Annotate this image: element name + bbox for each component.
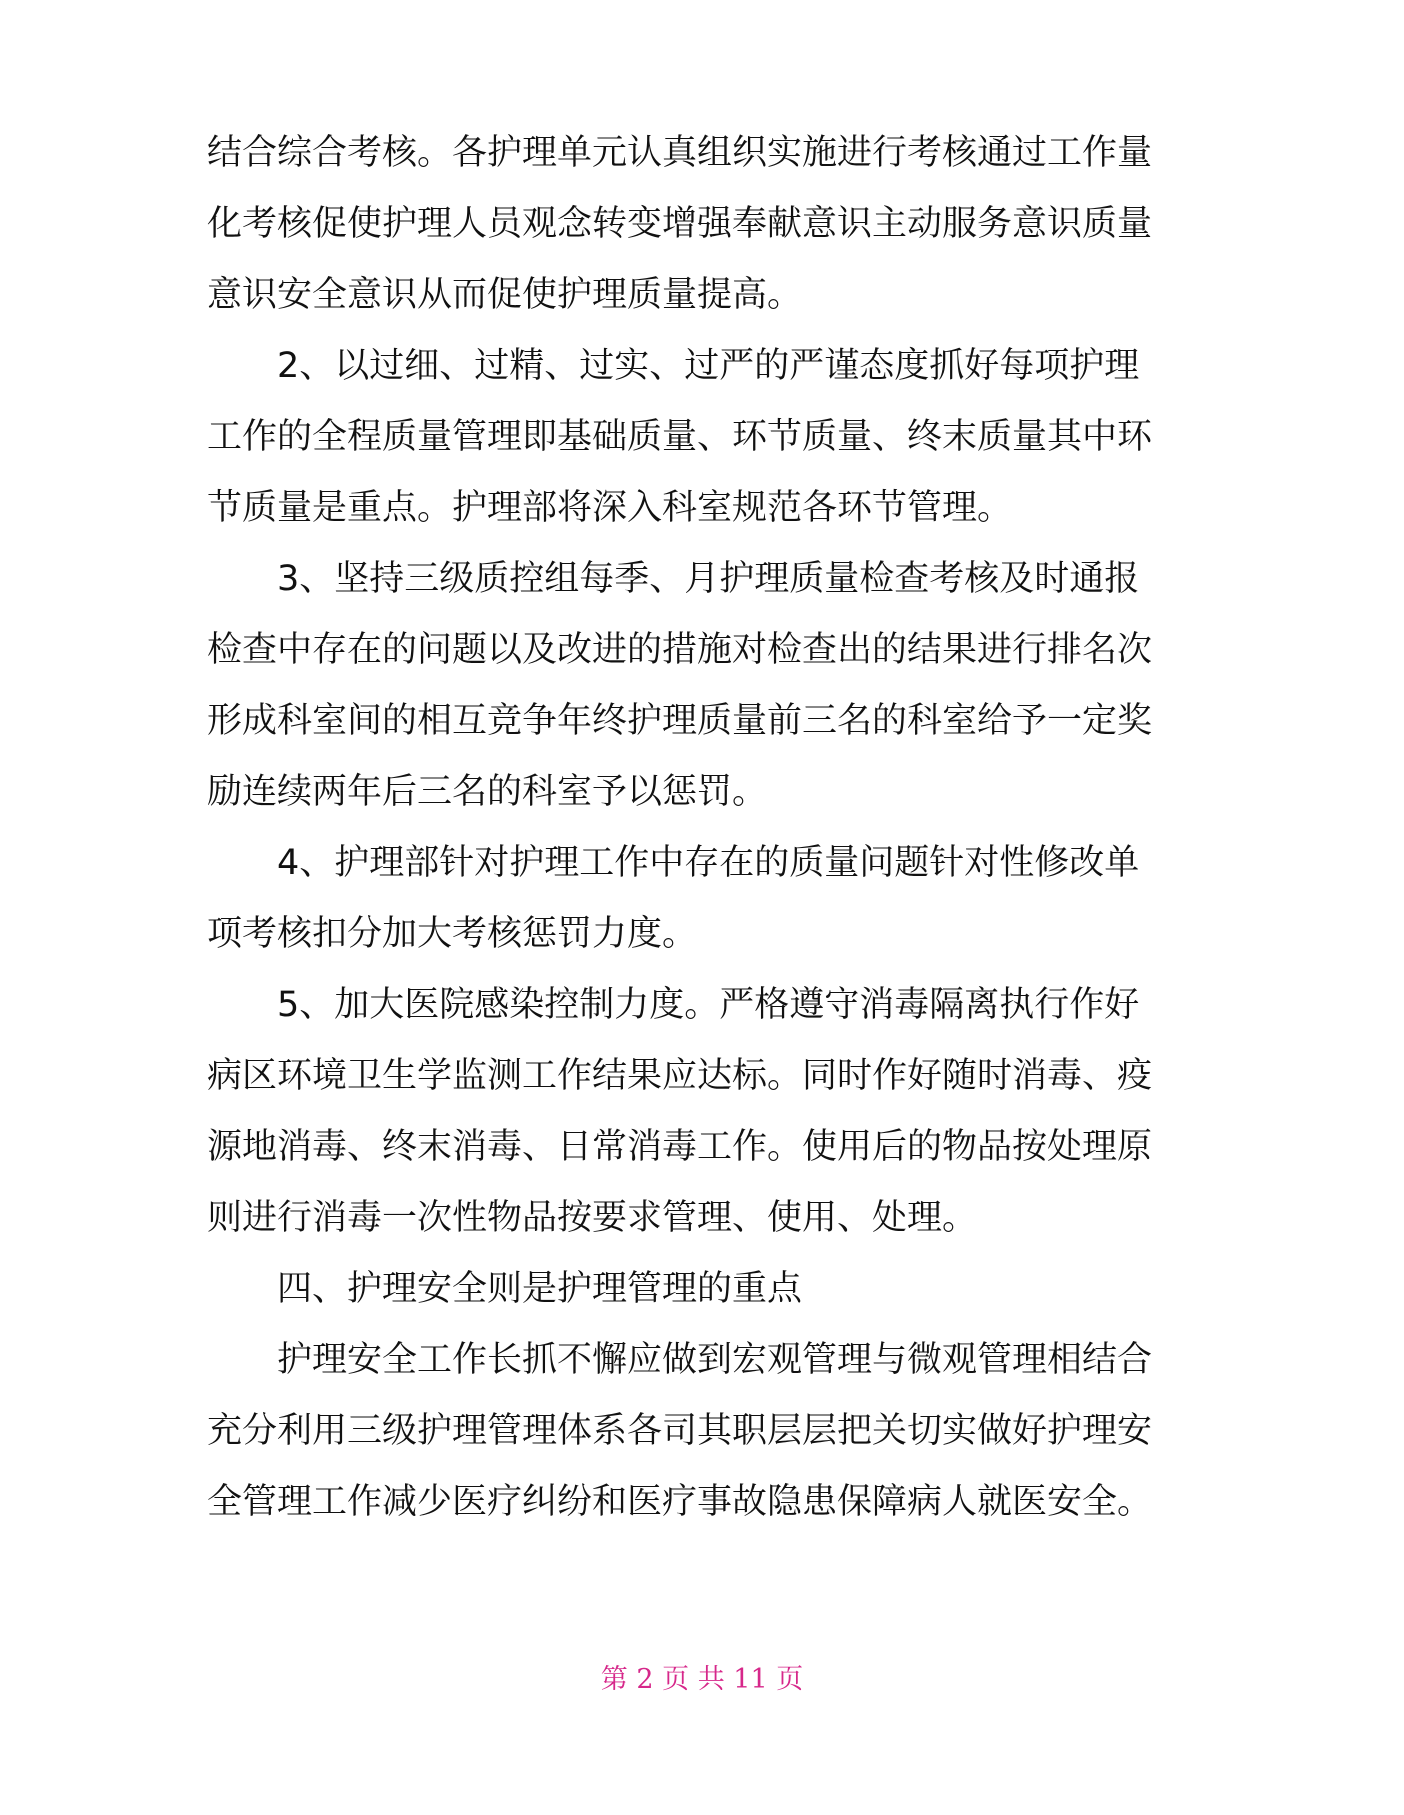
text-line: 3、坚持三级质控组每季、月护理质量检查考核及时通报	[277, 559, 1140, 599]
text-line: 励连续两年后三名的科室予以惩罚。	[207, 772, 768, 812]
text-line: 护理安全工作长抓不懈应做到宏观管理与微观管理相结合	[277, 1340, 1153, 1380]
text-line: 形成科室间的相互竞争年终护理质量前三名的科室给予一定奖	[207, 701, 1153, 741]
document-body	[207, 118, 1197, 1538]
text-line: 节质量是重点。护理部将深入科室规范各环节管理。	[207, 488, 1013, 528]
text-line: 病区环境卫生学监测工作结果应达标。同时作好随时消毒、疫	[207, 1056, 1153, 1096]
text-line: 工作的全程质量管理即基础质量、环节质量、终末质量其中环	[207, 417, 1153, 457]
text-line: 2、以过细、过精、过实、过严的严谨态度抓好每项护理	[277, 346, 1140, 386]
text-line: 4、护理部针对护理工作中存在的质量问题针对性修改单	[277, 843, 1140, 883]
text-line: 化考核促使护理人员观念转变增强奉献意识主动服务意识质量	[207, 204, 1153, 244]
text-line: 则进行消毒一次性物品按要求管理、使用、处理。	[207, 1198, 978, 1238]
text-line: 项考核扣分加大考核惩罚力度。	[207, 914, 698, 954]
text-line: 源地消毒、终末消毒、日常消毒工作。使用后的物品按处理原	[207, 1127, 1153, 1167]
text-line: 检查中存在的问题以及改进的措施对检查出的结果进行排名次	[207, 630, 1153, 670]
text-line: 意识安全意识从而促使护理质量提高。	[207, 275, 803, 315]
text-line: 全管理工作减少医疗纠纷和医疗事故隐患保障病人就医安全。	[207, 1482, 1153, 1522]
text-line: 充分利用三级护理管理体系各司其职层层把关切实做好护理安	[207, 1411, 1153, 1451]
section-heading: 四、护理安全则是护理管理的重点	[277, 1269, 803, 1309]
page-number-footer: 第 2 页 共 11 页	[600, 1664, 804, 1695]
text-line: 结合综合考核。各护理单元认真组织实施进行考核通过工作量	[207, 133, 1153, 173]
text-line: 5、加大医院感染控制力度。严格遵守消毒隔离执行作好	[277, 985, 1140, 1025]
